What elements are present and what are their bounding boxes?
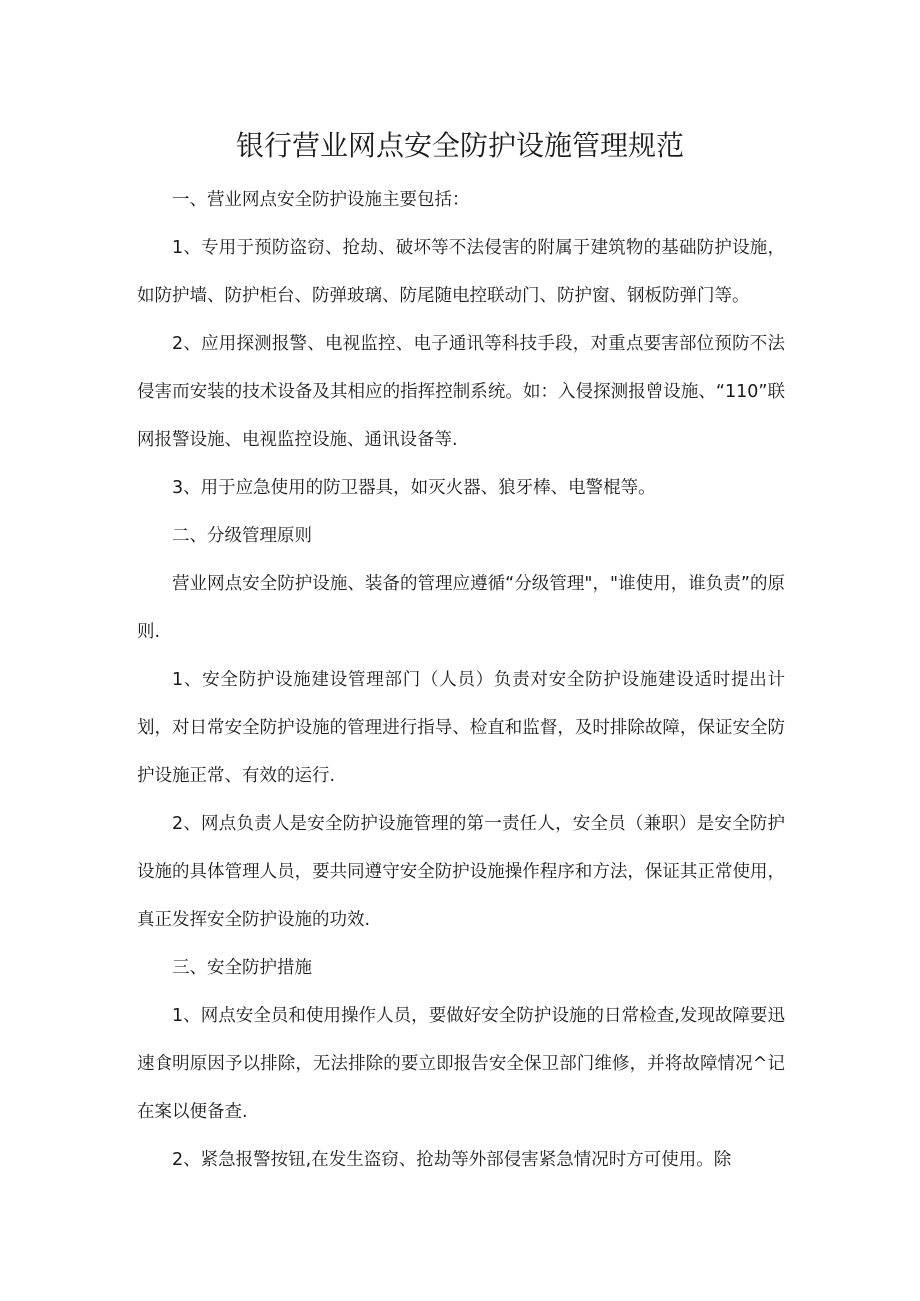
paragraph: 营业网点安全防护设施、装备的管理应遵循“分级管理"，"谁使用，谁负责”的原则. [137, 574, 785, 642]
document-title: 银行营业网点安全防护设施管理规范 [235, 129, 684, 162]
document-body [137, 176, 785, 1184]
paragraph: 1、专用于预防盗窃、抢劫、破坏等不法侵害的附属于建筑物的基础防护设施，如防护墙、防护柜台、防弹玻璃、防尾随电控联动门、防护窗、钢板防弹门等。 [137, 238, 785, 306]
paragraph: 1、网点安全员和使用操作人员，要做好安全防护设施的日常检查,发现故障要迅速食明原因予以排除，无法排除的要立即报告安全保卫部门维修，并将故障情况^记在案以便备查. [137, 1006, 785, 1122]
paragraph: 1、安全防护设施建设管理部门（人员）负责对安全防护设施建设适时提出计划，对日常安全防护设施的管理进行指导、检直和监督，及时排除故障，保证安全防护设施正常、有效的运行. [137, 670, 785, 786]
section-heading-2: 二、分级管理原则 [172, 526, 312, 546]
paragraph: 2、紧急报警按钮,在发生盗窃、抢劫等外部侵害紧急情况时方可使用。除 [172, 1150, 732, 1170]
section-heading-3: 三、安全防护措施 [172, 958, 312, 978]
section-heading-1: 一、营业网点安全防护设施主要包括： [172, 190, 470, 210]
paragraph: 2、应用探测报警、电视监控、电子通讯等科技手段，对重点要害部位预防不法侵害而安装的技术设备及其相应的指挥控制系统。如：入侵探测报曾设施、“110”联网报警设施、电视监控设施、通讯设备等. [137, 334, 785, 450]
paragraph: 2、网点负责人是安全防护设施管理的第一责任人，安全员（兼职）是安全防护设施的具体管理人员，要共同遵守安全防护设施操作程序和方法，保证其正常使用，真正发挥安全防护设施的功效. [137, 814, 785, 930]
paragraph: 3、用于应急使用的防卫器具，如灭火器、狼牙棒、电警棍等。 [172, 478, 656, 498]
